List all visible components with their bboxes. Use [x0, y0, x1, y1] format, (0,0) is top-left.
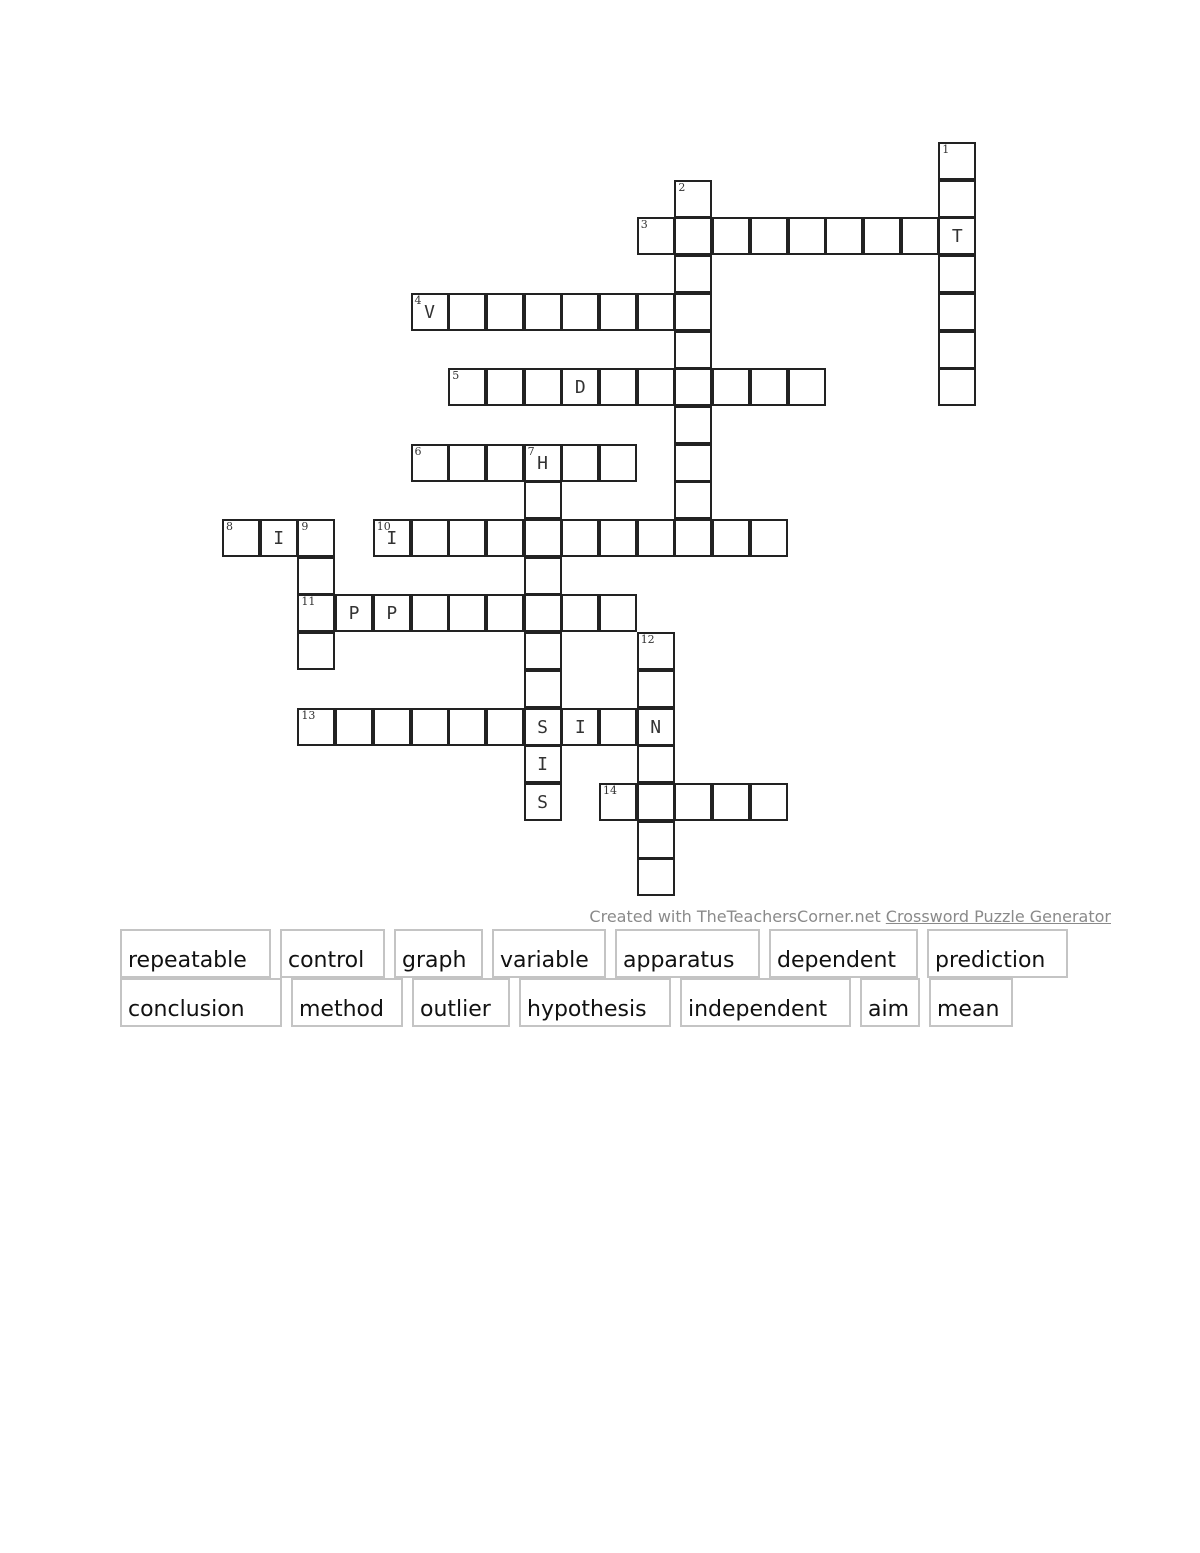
cell-letter: D [574, 377, 586, 399]
crossword-cell[interactable] [297, 557, 335, 595]
crossword-cell[interactable] [637, 821, 675, 859]
crossword-cell[interactable] [524, 594, 562, 632]
crossword-cell[interactable] [222, 519, 260, 557]
crossword-cell[interactable] [524, 519, 562, 557]
word-box: dependent [769, 929, 918, 978]
crossword-cell[interactable] [637, 708, 675, 746]
word-bank [120, 929, 1120, 1027]
credit-line [589, 907, 1111, 926]
crossword-cell[interactable] [750, 519, 788, 557]
clue-number: 5 [452, 369, 460, 383]
crossword-cell[interactable] [297, 594, 335, 632]
crossword-cell[interactable] [674, 255, 712, 293]
word-bank-row-2 [120, 978, 1120, 1026]
crossword-cell[interactable] [524, 293, 562, 331]
crossword-cell[interactable] [637, 670, 675, 708]
crossword-cell[interactable] [599, 444, 637, 482]
clue-number: 14 [603, 783, 617, 797]
crossword-cell[interactable] [486, 444, 524, 482]
crossword-cell[interactable] [750, 368, 788, 406]
crossword-cell[interactable] [335, 594, 373, 632]
cell-letter: P [348, 603, 360, 625]
crossword-cell[interactable] [599, 594, 637, 632]
cell-letter: P [386, 603, 398, 625]
crossword-cell[interactable] [411, 519, 449, 557]
crossword-cell[interactable] [599, 519, 637, 557]
crossword-cell[interactable] [599, 293, 637, 331]
crossword-cell[interactable] [524, 481, 562, 519]
crossword-cell[interactable] [260, 519, 298, 557]
credit-prefix: Created with TheTeachersCorner.net [589, 907, 886, 926]
crossword-cell[interactable] [448, 708, 486, 746]
crossword-cell[interactable] [561, 519, 599, 557]
clue-number: 3 [640, 218, 648, 232]
crossword-cell[interactable] [448, 519, 486, 557]
crossword-cell[interactable] [674, 331, 712, 369]
cell-letter: I [537, 754, 549, 776]
crossword-cell[interactable] [411, 293, 449, 331]
crossword-cell[interactable] [788, 368, 826, 406]
crossword-cell[interactable] [297, 519, 335, 557]
crossword-cell[interactable] [561, 444, 599, 482]
crossword-cell[interactable] [297, 632, 335, 670]
crossword-cell[interactable] [637, 293, 675, 331]
clue-number: 10 [376, 520, 391, 533]
crossword-cell[interactable] [637, 783, 675, 821]
crossword-cell[interactable] [712, 783, 750, 821]
clue-number: 9 [301, 520, 309, 533]
crossword-cell[interactable] [938, 368, 976, 406]
crossword-cell[interactable] [712, 368, 750, 406]
crossword-cell[interactable] [825, 217, 863, 255]
crossword-cell[interactable] [637, 519, 675, 557]
word-box: control [280, 929, 385, 978]
crossword-cell[interactable] [524, 368, 562, 406]
word-box: outlier [412, 978, 510, 1027]
crossword-cell[interactable] [674, 783, 712, 821]
crossword-cell[interactable] [335, 708, 373, 746]
cell-letter: S [537, 716, 549, 738]
crossword-cell[interactable] [750, 217, 788, 255]
crossword-cell[interactable] [486, 594, 524, 632]
crossword-cell[interactable] [411, 594, 449, 632]
crossword-cell[interactable] [411, 444, 449, 482]
crossword-cell[interactable] [524, 632, 562, 670]
crossword-cell[interactable] [674, 217, 712, 255]
word-box: variable [492, 929, 606, 978]
crossword-cell[interactable] [448, 368, 486, 406]
crossword-cell[interactable] [788, 217, 826, 255]
cell-letter: V [424, 301, 435, 323]
word-box: repeatable [120, 929, 271, 978]
word-box: graph [394, 929, 483, 978]
crossword-cell[interactable] [938, 217, 976, 255]
crossword-cell[interactable] [712, 217, 750, 255]
crossword-cell[interactable] [599, 783, 637, 821]
crossword-generator-link[interactable]: Crossword Puzzle Generator [885, 907, 1111, 926]
crossword-cell[interactable] [373, 519, 411, 557]
word-bank-row-1 [120, 929, 1120, 977]
cell-letter: I [386, 528, 398, 549]
crossword-cell[interactable] [674, 368, 712, 406]
crossword-cell[interactable] [938, 293, 976, 331]
crossword-cell[interactable] [486, 708, 524, 746]
crossword-cell[interactable] [637, 368, 675, 406]
crossword-cell[interactable] [561, 293, 599, 331]
crossword-cell[interactable] [561, 708, 599, 746]
clue-number: 12 [640, 633, 655, 647]
crossword-cell[interactable] [599, 368, 637, 406]
crossword-cell[interactable] [524, 783, 562, 821]
word-box: prediction [927, 929, 1068, 978]
crossword-cell[interactable] [486, 293, 524, 331]
crossword-cell[interactable] [561, 594, 599, 632]
crossword-cell[interactable] [674, 444, 712, 482]
crossword-cell[interactable] [599, 708, 637, 746]
crossword-cell[interactable] [901, 217, 939, 255]
crossword-cell[interactable] [297, 708, 335, 746]
crossword-cell[interactable] [712, 519, 750, 557]
crossword-cell[interactable] [674, 481, 712, 519]
crossword-cell[interactable] [674, 406, 712, 444]
crossword-cell[interactable] [637, 858, 675, 896]
crossword-cell[interactable] [373, 708, 411, 746]
clue-number: 8 [226, 520, 233, 533]
cell-letter: I [273, 528, 285, 549]
crossword-cell[interactable] [524, 745, 562, 783]
crossword-cell[interactable] [863, 217, 901, 255]
crossword-cell[interactable] [448, 444, 486, 482]
cell-letter: T [951, 226, 963, 248]
cell-letter: H [537, 452, 549, 474]
cell-letter: N [650, 716, 662, 738]
clue-number: 13 [301, 708, 316, 722]
crossword-cell[interactable] [524, 444, 562, 482]
crossword-cell[interactable] [524, 557, 562, 595]
clue-number: 2 [678, 180, 686, 194]
crossword-cell[interactable] [674, 519, 712, 557]
crossword-cell[interactable] [938, 180, 976, 218]
word-box: aim [860, 978, 920, 1027]
clue-number: 11 [301, 595, 316, 609]
clue-number: 4 [414, 293, 422, 307]
crossword-cell[interactable] [373, 594, 411, 632]
cell-letter: I [574, 716, 586, 738]
crossword-cell[interactable] [524, 670, 562, 708]
word-box: method [291, 978, 403, 1027]
clue-number: 6 [414, 444, 422, 458]
crossword-cell[interactable] [486, 368, 524, 406]
crossword-cell[interactable] [674, 293, 712, 331]
word-box: independent [680, 978, 851, 1027]
crossword-cell[interactable] [486, 519, 524, 557]
crossword-cell[interactable] [448, 594, 486, 632]
crossword-cell[interactable] [674, 180, 712, 218]
crossword-cell[interactable] [637, 745, 675, 783]
clue-number: 1 [942, 143, 950, 156]
crossword-cell[interactable] [561, 368, 599, 406]
crossword-cell[interactable] [411, 708, 449, 746]
word-box: conclusion [120, 978, 282, 1027]
clue-number: 7 [527, 444, 535, 458]
crossword-cell[interactable] [750, 783, 788, 821]
crossword-cell[interactable] [524, 708, 562, 746]
word-box: apparatus [615, 929, 760, 978]
cell-letter: S [537, 791, 549, 813]
crossword-cell[interactable] [637, 217, 675, 255]
crossword-cell[interactable] [938, 331, 976, 369]
crossword-cell[interactable] [938, 255, 976, 293]
word-box: hypothesis [519, 978, 671, 1027]
word-box: mean [929, 978, 1013, 1027]
crossword-cell[interactable] [448, 293, 486, 331]
crossword-cell[interactable] [637, 632, 675, 670]
crossword-cell[interactable] [938, 142, 976, 180]
